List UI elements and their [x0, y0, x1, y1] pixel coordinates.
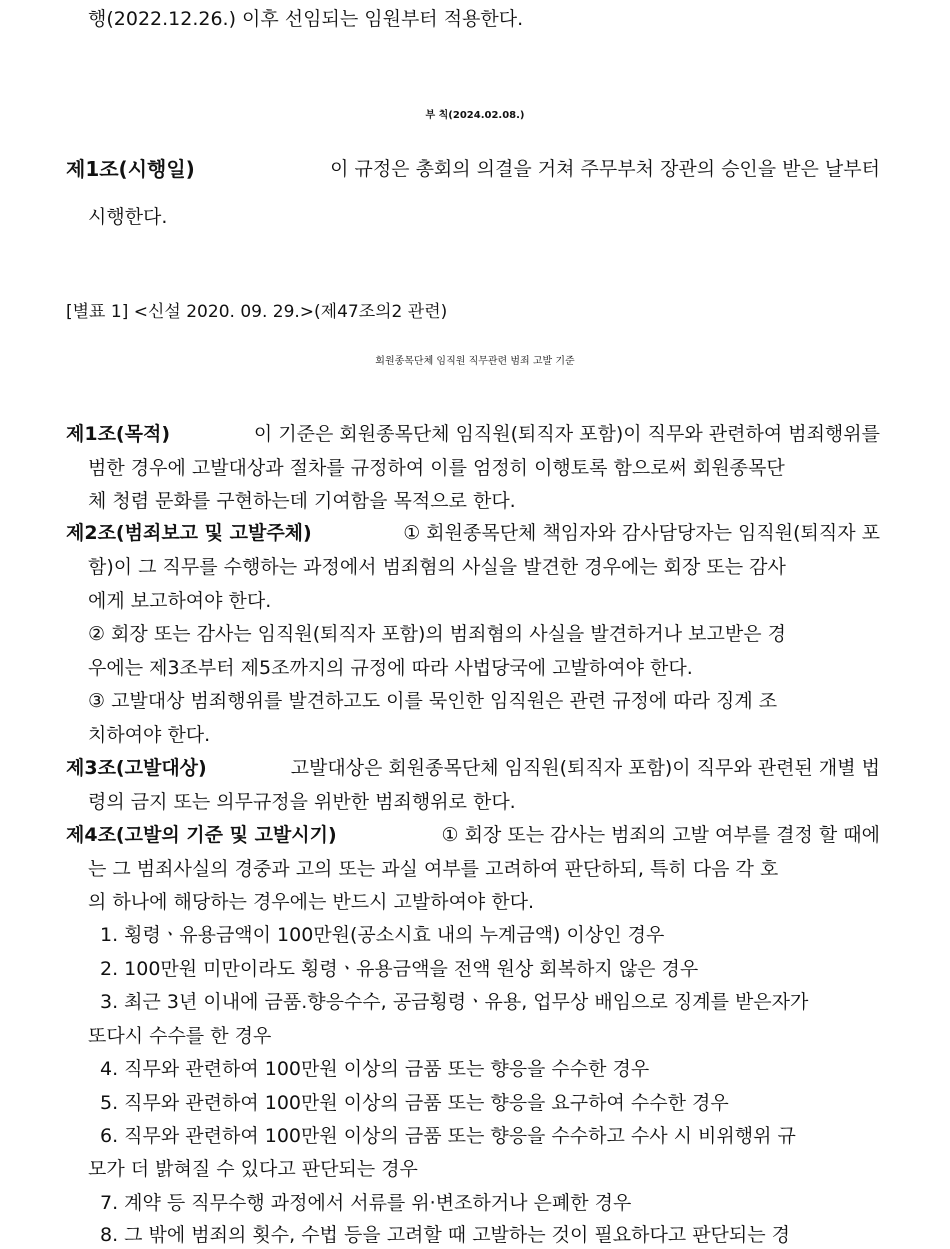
article-text: 우에는 제3조부터 제5조까지의 규정에 따라 사법당국에 고발하여야 한다. — [88, 657, 693, 679]
article-text-line — [88, 456, 880, 480]
annex-label: [별표 1] — [66, 302, 129, 322]
article-1 — [66, 422, 880, 446]
article-text: 이 기준은 회원종목단체 임직원(퇴직자 포함)이 직무와 관련하여 범죄행위를 — [253, 423, 880, 445]
list-item: 3. 최근 3년 이내에 금품.향응수수, 공금횡령ㆍ유용, 업무상 배임으로 징계를 받은자가 — [100, 991, 809, 1013]
list-item: 4. 직무와 관련하여 100만원 이상의 금품 또는 향응을 수수한 경우 — [100, 1058, 650, 1080]
article-text: 치하여야 한다. — [88, 724, 211, 746]
article-text: 의 하나에 해당하는 경우에는 반드시 고발하여야 한다. — [88, 891, 535, 913]
article-4 — [66, 823, 880, 847]
annex-header — [66, 300, 447, 324]
list-item: 7. 계약 등 직무수행 과정에서 서류를 위·변조하거나 은폐한 경우 — [100, 1192, 632, 1214]
article-text: 범한 경우에 고발대상과 절차를 규정하여 이를 엄정히 이행토록 함으로써 회원종목단 — [88, 457, 785, 479]
article-text: 에게 보고하여야 한다. — [88, 590, 272, 612]
continuation-line: 행(2022.12.26.) 이후 선임되는 임원부터 적용한다. — [88, 8, 524, 30]
list-item: 5. 직무와 관련하여 100만원 이상의 금품 또는 향응을 요구하여 수수한 경우 — [100, 1092, 729, 1114]
article-text: 체 청렴 문화를 구현하는데 기여함을 목적으로 한다. — [88, 490, 516, 512]
article-text: ① 회장 또는 감사는 범죄의 고발 여부를 결정 할 때에 — [441, 824, 880, 846]
article-label: 제4조(고발의 기준 및 고발시기) — [66, 824, 337, 846]
article-text: 이 규정은 총회의 의결을 거쳐 주무부처 장관의 승인을 받은 날부터 — [330, 158, 880, 180]
supp-article-1 — [66, 157, 880, 181]
article-label: 제1조(목적) — [66, 423, 171, 445]
annex-meta: <신설 2020. 09. 29.>(제47조의2 관련) — [133, 302, 448, 322]
article-label: 제2조(범죄보고 및 고발주체) — [66, 522, 312, 544]
article-text: 고발대상은 회원종목단체 임직원(퇴직자 포함)이 직무와 관련된 개별 법 — [290, 757, 880, 779]
article-text: 함)이 그 직무를 수행하는 과정에서 범죄혐의 사실을 발견한 경우에는 회장 또는 감사 — [88, 556, 786, 578]
list-item-continuation: 모가 더 밝혀질 수 있다고 판단되는 경우 — [88, 1158, 418, 1180]
list-item: 6. 직무와 관련하여 100만원 이상의 금품 또는 향응을 수수하고 수사 시 비위행위 규 — [100, 1125, 796, 1147]
list-item: 2. 100만원 미만이라도 횡령ㆍ유용금액을 전액 원상 회복하지 않은 경우 — [100, 958, 699, 980]
article-text: 시행한다. — [88, 206, 168, 228]
paragraph-2: ② 회장 또는 감사는 임직원(퇴직자 포함)의 범죄혐의 사실을 발견하거나 보고받은 경 — [88, 623, 786, 645]
list-item: 8. 그 밖에 범죄의 횟수, 수법 등을 고려할 때 고발하는 것이 필요하다고 판단되는 경 — [100, 1224, 791, 1246]
article-label: 제3조(고발대상) — [66, 757, 207, 779]
article-text: 령의 금지 또는 의무규정을 위반한 범죄행위로 한다. — [88, 791, 516, 813]
list-item-continuation: 또다시 수수를 한 경우 — [88, 1025, 272, 1047]
supplementary-heading: 부 칙(2024.02.08.) — [425, 110, 525, 121]
article-text: ① 회원종목단체 책임자와 감사담당자는 임직원(퇴직자 포 — [403, 522, 880, 544]
paragraph-3: ③ 고발대상 범죄행위를 발견하고도 이를 묵인한 임직원은 관련 규정에 따라 징계 조 — [88, 690, 778, 712]
annex-title: 회원종목단체 임직원 직무관련 범죄 고발 기준 — [375, 356, 575, 367]
article-2 — [66, 521, 880, 545]
article-3 — [66, 756, 880, 780]
article-text: 는 그 범죄사실의 경중과 고의 또는 과실 여부를 고려하여 판단하되, 특히 다음 각 호 — [88, 858, 779, 880]
article-label: 제1조(시행일) — [66, 157, 195, 181]
list-item: 1. 횡령ㆍ유용금액이 100만원(공소시효 내의 누계금액) 이상인 경우 — [100, 924, 665, 946]
